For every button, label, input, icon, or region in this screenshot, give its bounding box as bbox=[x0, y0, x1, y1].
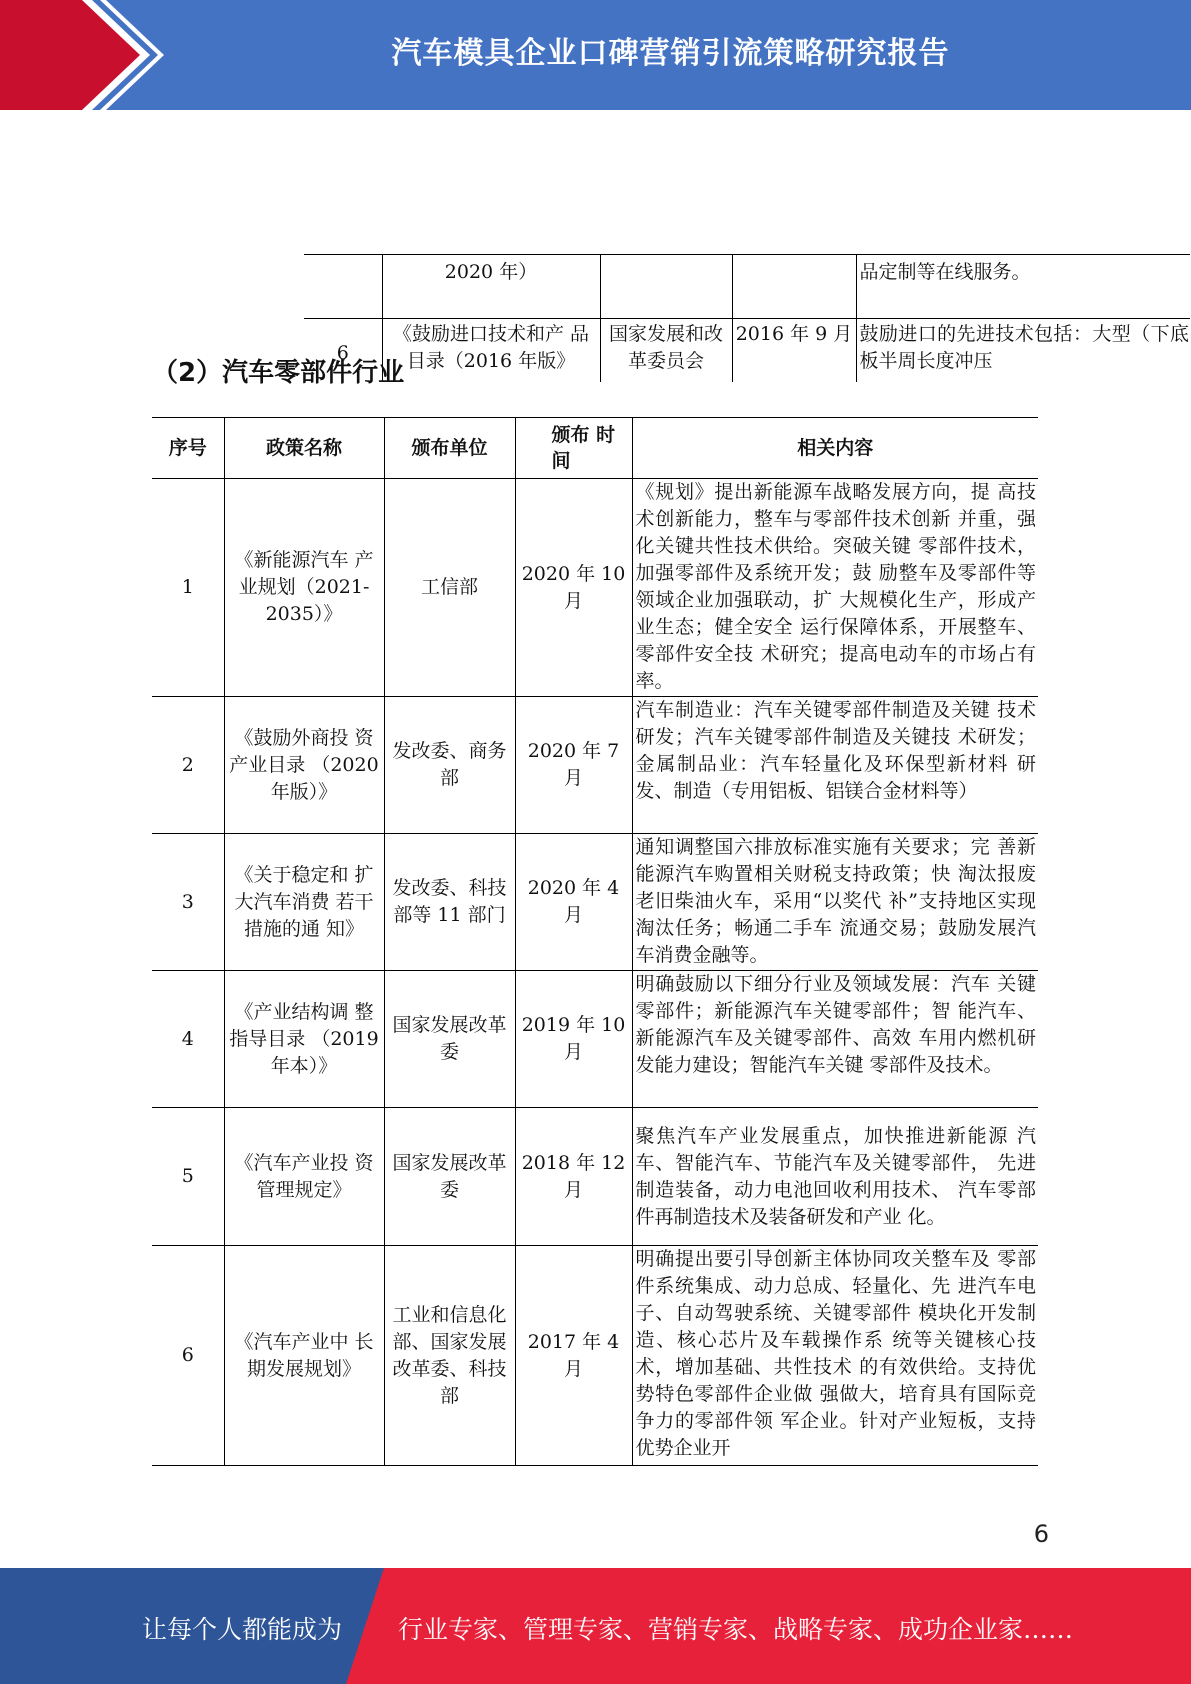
table-header-row bbox=[152, 418, 1038, 479]
row-number-cell: 6 bbox=[152, 1246, 224, 1466]
policy-name-cell: 2020 年） bbox=[382, 255, 600, 319]
issuer-cell: 国家发展和改革委员会 bbox=[600, 319, 732, 383]
table-row bbox=[152, 1108, 1038, 1246]
date-cell: 2020 年 10 月 bbox=[515, 479, 632, 697]
table-row bbox=[152, 834, 1038, 971]
date-cell: 2018 年 12 月 bbox=[515, 1108, 632, 1246]
content-cell: 明确提出要引导创新主体协同攻关整车及 零部件系统集成、动力总成、轻量化、先 进汽车电子、自动驾驶系统、关键零部件 模块化开发制造、核心芯片及车载操作系 统等关键核心技术，增加基础、共性技术 的有效供给。支持优势特色零部件企业做 强做大，培育具有国际竞争力的零部件领 军企业。针对产业短板，支持优势企业开 bbox=[632, 1246, 1038, 1466]
header-date: 颁布 时间 bbox=[515, 418, 632, 479]
header-banner bbox=[0, 0, 1191, 110]
issuer-cell: 发改委、科技部等 11 部门 bbox=[384, 834, 515, 971]
footer-slogan-right: 行业专家、管理专家、营销专家、战略专家、成功企业家…… bbox=[398, 1615, 1074, 1644]
row-number-cell: 5 bbox=[152, 1108, 224, 1246]
row-number-cell: 3 bbox=[152, 834, 224, 971]
date-cell: 2019 年 10 月 bbox=[515, 971, 632, 1108]
footer-banner bbox=[0, 1568, 1191, 1684]
policy-name-cell: 《汽车产业投 资管理规定》 bbox=[224, 1108, 384, 1246]
header-content: 相关内容 bbox=[632, 418, 1038, 479]
table-row bbox=[152, 697, 1038, 834]
table-row bbox=[152, 971, 1038, 1108]
policy-name-cell: 《鼓励进口技术和产 品目录（2016 年版》 bbox=[382, 319, 600, 383]
content-cell: 汽车制造业：汽车关键零部件制造及关键 技术研发；汽车关键零部件制造及关键技 术研发；金属制品业：汽车轻量化及环保型新材料 研发、制造（专用铝板、铝镁合金材料等） bbox=[632, 697, 1038, 834]
issuer-cell: 工业和信息化部、国家发展改革委、科技部 bbox=[384, 1246, 515, 1466]
header-title: 汽车模具企业口碑营销引流策略研究报告 bbox=[391, 36, 950, 71]
continued-table-clip bbox=[152, 127, 1189, 372]
policy-name-cell: 《关于稳定和 扩大汽车消费 若干措施的通 知》 bbox=[224, 834, 384, 971]
issuer-cell: 国家发展改革委 bbox=[384, 971, 515, 1108]
date-cell: 2016 年 9 月 bbox=[732, 319, 856, 383]
row-number-cell: 6 bbox=[304, 319, 382, 383]
page-number: 6 bbox=[1033, 1520, 1049, 1548]
section-title: （2）汽车零部件行业 bbox=[152, 358, 405, 388]
header-name: 政策名称 bbox=[224, 418, 384, 479]
date-cell: 2020 年 7 月 bbox=[515, 697, 632, 834]
content-cell: 《规划》提出新能源车战略发展方向，提 高技术创新能力，整车与零部件技术创新 并重，强化关键共性技术供给。突破关键 零部件技术，加强零部件及系统开发；鼓 励整车及零部件等领域企业加强联动，扩 大规模化生产，形成产业生态；健全安全 运行保障体系，开展整车、零部件安全技 术研究；提高电动车的市场占有率。 bbox=[632, 479, 1038, 697]
policy-name-cell: 《新能源汽车 产业规划（2021-2035）》 bbox=[224, 479, 384, 697]
issuer-cell: 工信部 bbox=[384, 479, 515, 697]
table-row bbox=[304, 319, 1190, 383]
footer-slogan-left: 让每个人都能成为 bbox=[142, 1615, 343, 1644]
table-row bbox=[152, 1246, 1038, 1466]
content-cell: 鼓励进口的先进技术包括：大型（下底板半周长度冲压 bbox=[856, 319, 1190, 383]
table-row bbox=[304, 255, 1190, 319]
content-cell: 品定制等在线服务。 bbox=[856, 255, 1190, 319]
policy-table bbox=[152, 417, 1038, 1466]
policy-name-cell: 《汽车产业中 长期发展规划》 bbox=[224, 1246, 384, 1466]
content-cell: 聚焦汽车产业发展重点，加快推进新能源 汽车、智能汽车、节能汽车及关键零部件， 先进制造装备，动力电池回收利用技术、 汽车零部件再制造技术及装备研发和产业 化。 bbox=[632, 1108, 1038, 1246]
policy-name-cell: 《鼓励外商投 资产业目录 （2020 年版）》 bbox=[224, 697, 384, 834]
header-no: 序号 bbox=[152, 418, 224, 479]
issuer-cell: 国家发展改革委 bbox=[384, 1108, 515, 1246]
date-cell: 2020 年 4 月 bbox=[515, 834, 632, 971]
continued-table bbox=[304, 254, 1190, 382]
table-row bbox=[152, 479, 1038, 697]
row-number-cell: 4 bbox=[152, 971, 224, 1108]
row-number-cell: 1 bbox=[152, 479, 224, 697]
policy-name-cell: 《产业结构调 整指导目录 （2019 年本）》 bbox=[224, 971, 384, 1108]
content-cell: 通知调整国六排放标准实施有关要求；完 善新能源汽车购置相关财税支持政策；快 淘汰报废老旧柴油火车，采用“以奖代 补”支持地区实现淘汰任务；畅通二手车 流通交易；鼓励发展汽车消费金融等。 bbox=[632, 834, 1038, 971]
content-cell: 明确鼓励以下细分行业及领域发展：汽车 关键零部件；新能源汽车关键零部件；智 能汽车、新能源汽车及关键零部件、高效 车用内燃机研发能力建设；智能汽车关键 零部件及技术。 bbox=[632, 971, 1038, 1108]
date-cell: 2017 年 4 月 bbox=[515, 1246, 632, 1466]
row-number-cell: 2 bbox=[152, 697, 224, 834]
issuer-cell: 发改委、商务部 bbox=[384, 697, 515, 834]
header-issuer: 颁布单位 bbox=[384, 418, 515, 479]
